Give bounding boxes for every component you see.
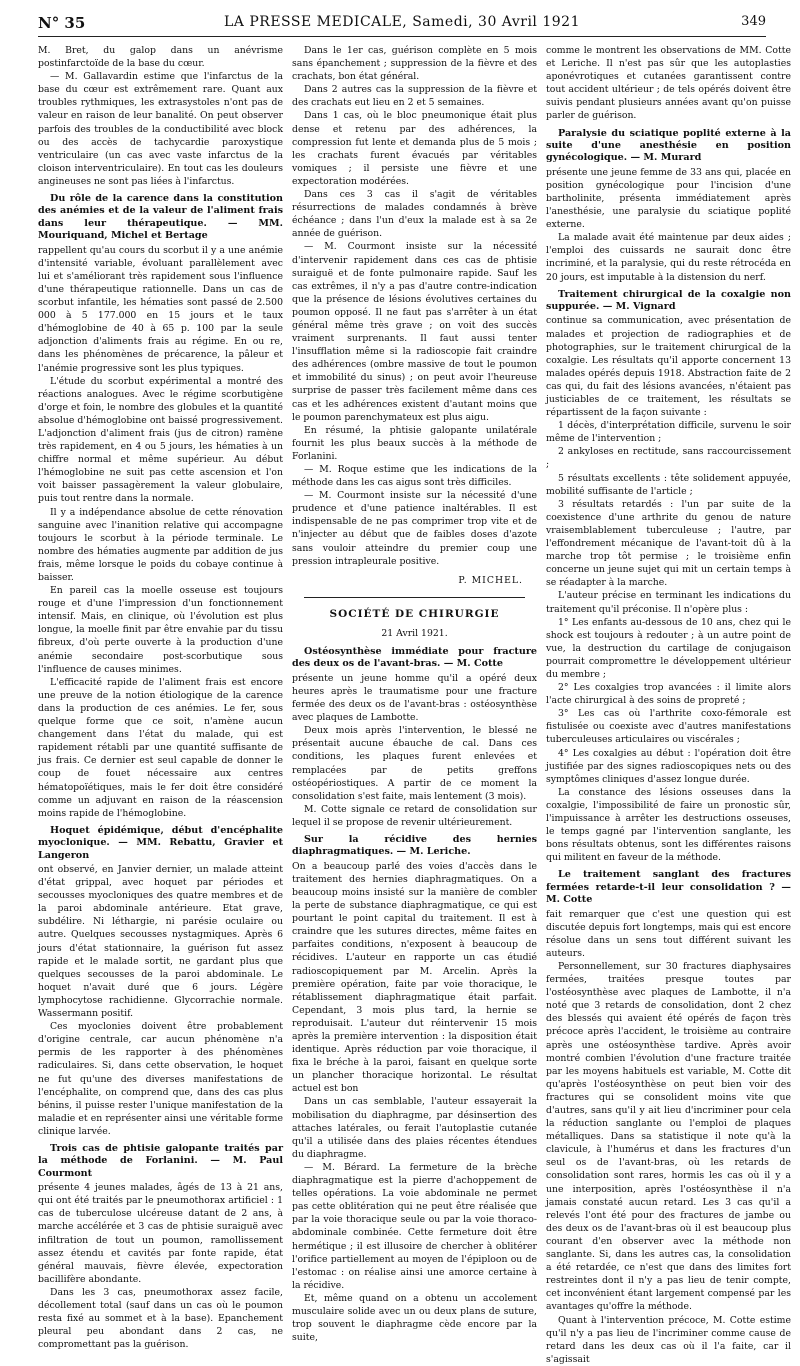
paragraph: présente 4 jeunes malades, âgés de 13 à 21 ans, qui ont été traités par le pneumothorax artificiel : 1 cas de tuberculose ulcéreuse datant de 2 ans, à marche accélérée et 3 cas de phtisie suraiguë avec infiltration de tout un poumon, ramollissement assez étendu et cavités par fonte rapide, état général mauvais, fièvre élevée, expectoration bacillifère abondante. [38, 1182, 283, 1285]
article-heading: Trois cas de phtisie galopante traités par la méthode de Forlanini. — M. Paul Courmont [38, 1142, 283, 1179]
signature: P. MICHEL. [458, 574, 523, 586]
paragraph: Il y a indépendance absolue de cette rénovation sanguine avec l'inanition relative qui accompagne toujours le scorbut à la période terminale. Le nombre des hématies augmente par addition de jus frais, même lorsque le poids du cobaye continue à baisser. [38, 506, 283, 583]
paragraph: On a beaucoup parlé des voies d'accès dans le traitement des hernies diaphragmatiques. On a beaucoup moins insisté sur la manière de combler la perte de substance diaphragmatique, ce qui est pourtant le point capital du traitement. Il est à craindre que les sutures directes, même faites en parfaites conditions, n'exposent à beaucoup de récidives. L'auteur en rapporte un cas étudié radioscopiquement par M. Arcelin. Après la première opération, faite par voie thoracique, le rétablissement diaphragmatique était parfait. Cependant, 3 mois plus tard, la hernie se reproduisait. L'auteur dut réintervenir 15 mois après la première intervention : la disposition était identique. Après réduction par voie thoracique, il fixa le bréche à la paroi, faisant en quelque sorte un plancher thoracique horizontal. Le résultat actuel est bon [292, 860, 537, 1095]
paragraph: 2° Les coxalgies trop avancées : il limite alors l'acte chirurgical à des soins de propreté ; [546, 682, 791, 707]
article-heading: Le traitement sanglant des fractures fermées retarde-t-il leur consolidation ? — M. Cotte [546, 869, 791, 906]
section-date: 21 Avril 1921. [381, 627, 448, 639]
paragraph: L'efficacité rapide de l'aliment frais est encore une preuve de la notion étiologique de la carence dans la production de ces anémies. Le fer, sous quelque forme que ce soit, n'amène aucun changement dans l'état du malade, qui est rapidement rétabli par une quantité suffisante de jus frais. Ce dernier est seul capable de donner le coup de fouet nécessaire aux centres hématopoïétiques, mais le fer doit être considéré comme un adjuvant en raison de la réascension moins rapide de l'hémoglobine. [38, 676, 283, 819]
article-heading: Du rôle de la carence dans la constitution des anémies et de la valeur de l'aliment frais dans leur thérapeutique. — MM. Mouriquand, Michel et Bertage [38, 193, 283, 242]
paragraph: L'étude du scorbut expérimental a montré des réactions analogues. Avec le régime scorbutigène d'orge et foin, le nombre des globules et la quantité absolue d'hémoglobine ont baissé progressivement. L'adjonction d'aliment frais (jus de citron) ramène très rapidement, en 4 ou 5 jours, les hématies à un chiffre normal et même supérieur. Au début l'hémoglobine ne suit pas cette ascension et l'on voit baisser passagèrement la valeur globulaire, puis tout rentre dans la normale. [38, 375, 283, 505]
paragraph: 2 ankyloses en rectitude, sans raccourcissement ; [546, 446, 791, 471]
paragraph: 3 résultats retardés : l'un par suite de la coexistence d'une arthrite du genou de nature vraisemblablement tuberculeuse ; l'autre, par l'effondrement mécanique de l'avant-toit dû à la marche trop tôt permise ; le troisième enfin concerne un jeune sujet qui mit un certain temps à se réadapter à la marche. [546, 498, 791, 589]
article-heading: Traitement chirurgical de la coxalgie non suppurée. — M. Vignard [546, 288, 791, 313]
issue-number: N° 35 [38, 14, 86, 32]
paragraph: Dans 1 cas, où le bloc pneumonique était plus dense et retenu par des adhérences, la compression fut lente et demanda plus de 5 mois ; les crachats furent évacués par véritables vomiques ; il persiste une fièvre et une expectoration modérées. [292, 110, 537, 187]
paragraph: 1 décès, d'interprétation difficile, survenu le soir même de l'intervention ; [546, 420, 791, 445]
paragraph: 5 résultats excellents : tête solidement appuyée, mobilité suffisante de l'article ; [546, 472, 791, 497]
paragraph: — M. Courmont insiste sur la nécessité d'une prudence et d'une patience inaltérables. Il est indispensable de ne pas comprimer trop vite et de n'injecter au début que de faibles doses d'azote sans vouloir atteindre du premier coup une pression intrapleurale positive. [292, 490, 537, 567]
article-heading: Sur la récidive des hernies diaphragmatiques. — M. Leriche. [292, 833, 537, 858]
column-3 [546, 44, 791, 1365]
column-2 [292, 44, 537, 1344]
paragraph: Personnellement, sur 30 fractures diaphysaires fermées, traitées presque toutes par l'ostéosynthèse avec plaques de Lambotte, il n'a noté que 3 retards de consolidation, dont 2 chez des blessés qui avaient été opérés de façon très précoce après l'accident, le troisième au contraire après une ostéosynthèse tardive. Après avoir montré combien l'évolution d'une fracture traitée par les moyens habituels est variable, M. Cotte dit qu'après l'ostéosynthèse on peut bien voir des fractures qui se consolident moins vite que d'autres, sans qu'il y ait lieu d'incriminer pour cela la réduction sanglante ou l'emploi de plaques métalliques. Dans sa statistique il note qu'à la clavicule, à l'humérus et dans les fractures d'un seul os de l'avant-bras, où les retards de consolidation sont rares, hormis les cas où il y a une interposition, après l'ostéosynthèse il n'a jamais constaté aucun retard. Les 3 cas qu'il a relevés l'ont été pour des fractures de jambe ou des deux os de l'avant-bras où il est beaucoup plus courant d'en observer avec la méthode non sanglante. Si, dans les autres cas, la consolidation a été retardée, ce n'est que dans des limites fort restreintes dont il n'y a pas lieu de tenir compte, cet inconvénient étant largement compensé par les avantages qu'offre la méthode. [546, 960, 791, 1313]
paragraph: rappellent qu'au cours du scorbut il y a une anémie d'intensité variable, évoluant parallèlement avec lui et s'améliorant très rapidement sous l'influence d'une thérapeutique rationnelle. Dans un cas de scorbut infantile, les hématies sont passé de 2.500 000 à 5 177.000 en 15 jours et le taux d'hémoglobine de 40 à 65 p. 100 par la seule adjonction d'aliments frais au régime. En ou re, dans les phénomènes de précarence, la pâleur et l'anémie progressive sont les plus typiques. [38, 244, 283, 374]
paragraph: 4° Les coxalgies au début : l'opération doit être justifiée par des signes radioscopiques nets ou des symptômes cliniques d'assez longue durée. [546, 747, 791, 785]
paragraph: Ces myoclonies doivent être probablement d'origine centrale, car aucun phénomène n'a permis de les rapporter à des phénomènes radiculaires. Si, dans cette observation, le hoquet ne fut qu'une des diverses manifestations de l'encéphalite, on comprend que, dans des cas plus bénins, il puisse rester l'unique manifestation de la maladie et en représenter ainsi une véritable forme clinique larvée. [38, 1021, 283, 1137]
paragraph: — M. Courmont insiste sur la nécessité d'intervenir rapidement dans ces cas de phtisie suraiguë et de fonte pulmonaire rapide. Sauf les cas extrêmes, il n'y a pas d'autre contre-indication que la présence de lésions évolutives certaines du poumon opposé. Il ne faut pas s'arrêter à un état général même très grave ; on voit des succès vraiment surprenants. Il faut aussi tenter l'insufflation même si la radioscopie fait craindre des adhérences (ombre massive de tout le poumon et immobilité du sinus) ; on peut avoir l'heureuse surprise de passer très facilement même dans ces cas et les adhérences existent d'autant moins que le poumon parenchymateux est plus aigu. [292, 241, 537, 423]
column-1 [38, 44, 283, 1351]
paragraph: — M. Roque estime que les indications de la méthode dans les cas aigus sont très difficiles. [292, 464, 537, 489]
paragraph: Dans 2 autres cas la suppression de la fièvre et des crachats eut lieu en 2 et 5 semaines. [292, 84, 537, 109]
paragraph: fait remarquer que c'est une question qui est discutée depuis fort longtemps, mais qui est encore résolue dans un sens tout différent suivant les auteurs. [546, 908, 791, 959]
page-number: 349 [741, 14, 766, 29]
journal-title: LA PRESSE MEDICALE, Samedi, 30 Avril 1921 [224, 14, 580, 30]
paragraph: En pareil cas la moelle osseuse est toujours rouge et d'une l'impression d'un fonctionnement intensif. Mais, en clinique, où l'évolution est plus longue, la moelle finit par être envahie par du tissu fibreux, d'où perte ouverte à la production d'une anémie secondaire post-scorbutique sous l'influence de causes minimes. [38, 585, 283, 675]
paragraph: — M. Bérard. La fermeture de la brèche diaphragmatique est la pierre d'achoppement de telles opérations. La voie abdominale ne permet pas cette oblitération qui ne peut être réalisée que par la voie thoracique seule ou par la voie thoraco-abdominale combinée. Cette fermeture doit être hermétique ; il est illusoire de chercher à oblitérer l'orifice partiellement au moyen de l'épiploon ou de l'estomac : on réalise ainsi une amorce certaine à la récidive. [292, 1161, 537, 1291]
paragraph: Dans un cas semblable, l'auteur essayerait la mobilisation du diaphragme, par désinsertion des attaches latérales, ou ferait l'autoplastie cutanée qu'il a utilisée dans des plaies récentes étendues du diaphragme. [292, 1096, 537, 1160]
paragraph: 1° Les enfants au-dessous de 10 ans, chez qui le shock est toujours à redouter ; à un autre point de vue, la destruction du cartilage de conjugaison pourrait compromettre le développement ultérieur du membre ; [546, 616, 791, 680]
paragraph: M. Bret, du galop dans un anévrisme postinfarctoïde de la base du cœur. [38, 45, 283, 70]
paragraph: présente une jeune femme de 33 ans qui, placée en position gynécologique pour l'incision d'une bartholinite, présenta immédiatement après l'anesthésie, une paralysie du sciatique poplité externe. [546, 166, 791, 231]
paragraph: comme le montrent les observations de MM. Cotte et Leriche. Il n'est pas sûr que les autoplasties aponévrotiques et cutanées garantissent contre tout accident ultérieur ; de tels opérés doivent être suivis pendant plusieurs années avant qu'on puisse parler de guérison. [546, 45, 791, 122]
article-heading: Hoquet épidémique, début d'encéphalite myoclonique. — MM. Rebattu, Gravier et Langeron [38, 824, 283, 861]
paragraph: Deux mois après l'intervention, le blessé ne présentait aucune ébauche de cal. Dans ces conditions, les plaques furent enlevées et remplacées par de petits greffons ostéopériostiques. A partir de ce moment la consolidation s'est faite, mais lentement (3 mois). [292, 725, 537, 802]
paragraph: Dans ces 3 cas il s'agit de véritables résurrections de malades condamnés à brève échéance ; dans l'un d'eux la malade est à sa 2e année de guérison. [292, 189, 537, 240]
page-header [38, 14, 766, 37]
paragraph: Dans le 1er cas, guérison complète en 5 mois sans épanchement ; suppression de la fièvre et des crachats, bon état général. [292, 45, 537, 83]
article-heading: Paralysie du sciatique poplité externe à la suite d'une anesthésie en position gynécologique. — M. Murard [546, 127, 791, 164]
paragraph: Dans les 3 cas, pneumothorax assez facile, décollement total (sauf dans un cas où le poumon resta fixé au sommet et à la base). Epanchement pleural peu abondant dans 2 cas, ne compromettant pas la guérison. [38, 1286, 283, 1351]
paragraph: Et, même quand on a obtenu un accolement musculaire solide avec un ou deux plans de suture, trop souvent le diaphragme cède encore par la suite, [292, 1292, 537, 1344]
paragraph: M. Cotte signale ce retard de consolidation sur lequel il se propose de revenir ultérieurement. [292, 803, 537, 828]
paragraph: L'auteur précise en terminant les indications du traitement qu'il préconise. Il n'opère plus : [546, 590, 791, 615]
paragraph: — M. Gallavardin estime que l'infarctus de la base du cœur est extrêmement rare. Quant aux troubles rythmiques, les extrasystoles n'ont pas de valeur en raison de leur banalité. On peut observer parfois des troubles de la conductibilité avec block ou des accès de tachycardie paroxystique ventriculaire (un cas avec vaste infarctus de la cloison interventriculaire). En tout cas les douleurs angineuses ne sont pas liées à l'infarctus. [38, 71, 283, 187]
section-divider [304, 597, 525, 598]
paragraph: La constance des lésions osseuses dans la coxalgie, l'impossibilité de faire un pronostic sûr, l'impuissance à arrêter les destructions osseuses, le temps gagné par l'intervention sanglante, les bons résultats obtenus, sont les différentes raisons qui militent en faveur de la méthode. [546, 786, 791, 864]
paragraph: Quant à l'intervention précoce, M. Cotte estime qu'il n'y a pas lieu de l'incriminer comme cause de retard dans les deux cas où il l'a faite, car il s'agissait [546, 1314, 791, 1365]
section-title: SOCIÉTÉ DE CHIRURGIE [329, 607, 500, 620]
paragraph: présente un jeune homme qu'il a opéré deux heures après le traumatisme pour une fracture fermée des deux os de l'avant-bras : ostéosynthèse avec plaques de Lambotte. [292, 672, 537, 724]
article-heading: Ostéosynthèse immédiate pour fracture des deux os de l'avant-bras. — M. Cotte [292, 646, 537, 670]
paragraph: En résumé, la phtisie galopante unilatérale fournit les plus beaux succès à la méthode de Forlanini. [292, 424, 537, 462]
paragraph: La malade avait été maintenue par deux aides ; l'emploi des cuissards ne saurait donc être incriminé, et la paralysie, qui du reste rétrocéda en 20 jours, est imputable à la distension du nerf. [546, 232, 791, 283]
paragraph: ont observé, en Janvier dernier, un malade atteint d'état grippal, avec hoquet par périodes et secousses myocloniques des quatre membres et de la paroi abdominale antérieure. Etat grave, subdélire. Ni léthargie, ni parésie oculaire ou autre. Quelques secousses nystagmiques. Après 6 jours d'état stationnaire, la guérison fut assez rapide et le malade sortit, ne gardant plus que quelques secousses de la paroi abdominale. Le hoquet n'avait duré que 6 jours. Légère lymphocytose rachidienne. Glycorrachie normale. Wassermann positif. [38, 864, 283, 1020]
paragraph: 3° Les cas où l'arthrite coxo-fémorale est fistulisée ou coexiste avec d'autres manifestations tuberculeuses articulaires ou viscérales ; [546, 708, 791, 746]
paragraph: continue sa communication, avec présentation de malades et projection de radiographies et de photographies, sur le traitement chirurgical de la coxalgie. Les résultats qu'il apporte concernent 13 malades opérés depuis 1918. Abstraction faite de 2 cas qui, du fait des lésions avancées, n'étaient pas justiciables de ce traitement, les résultats se répartissent de la façon suivante : [546, 315, 791, 419]
